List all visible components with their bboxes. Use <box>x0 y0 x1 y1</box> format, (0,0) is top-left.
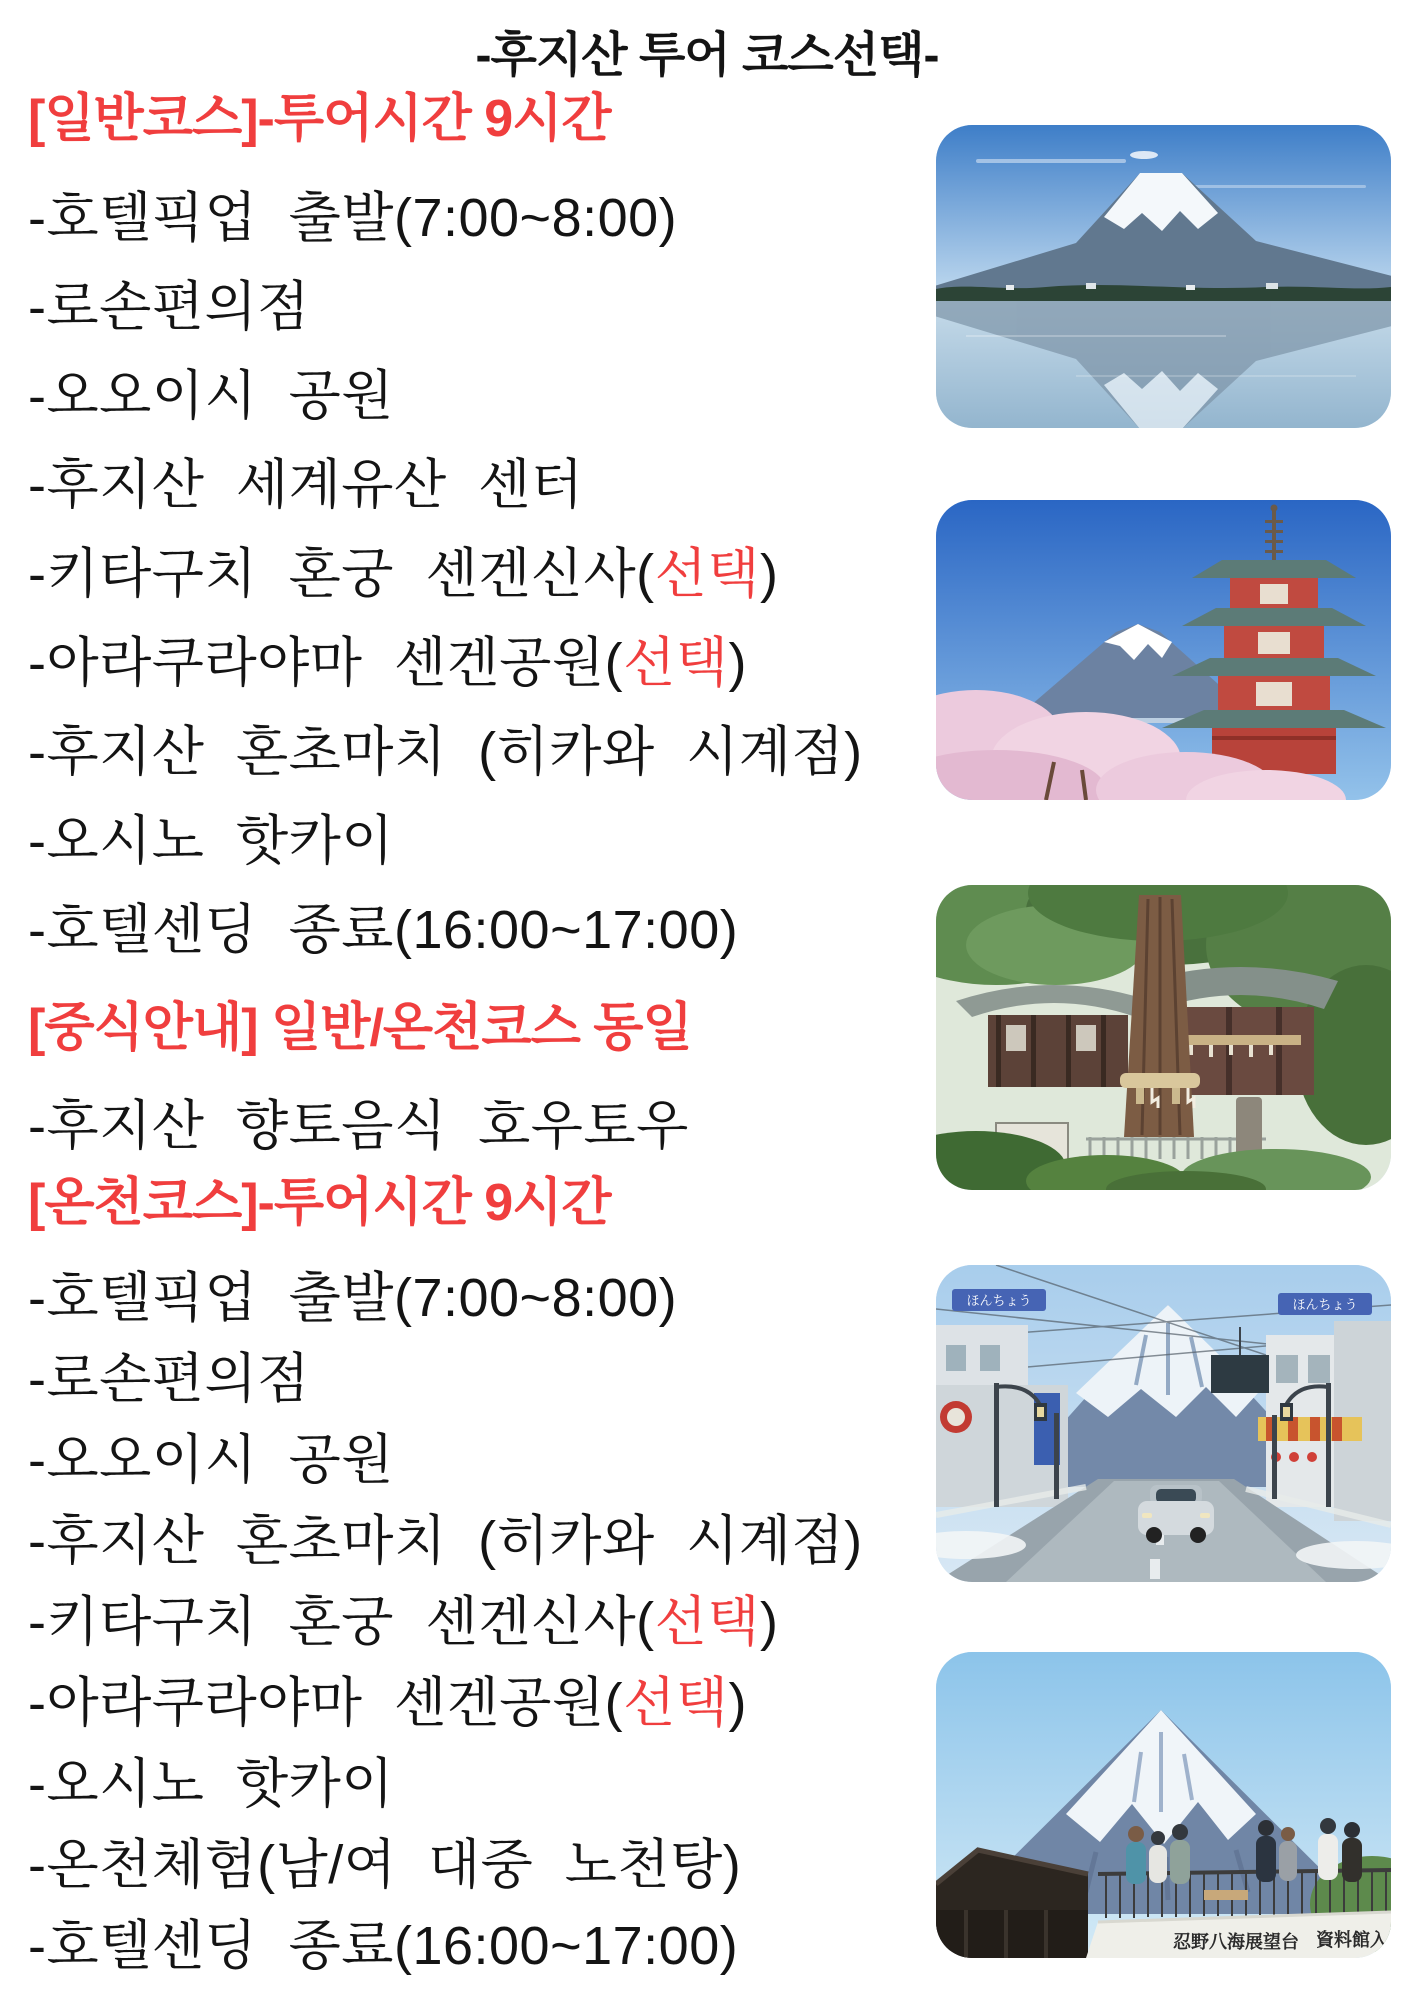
course-item-text: -호텔센딩 종료(16:00~17:00) <box>28 900 739 960</box>
course-item <box>28 1083 938 1169</box>
course-item <box>28 174 938 263</box>
course-item-text: -아라쿠라야마 센겐공원( <box>28 633 624 693</box>
honcho-banner-left <box>952 1289 1046 1311</box>
shrine-illustration <box>936 885 1391 1190</box>
course-item <box>28 1825 938 1906</box>
course-item-text: -아라쿠라야마 센겐공원( <box>28 1673 624 1733</box>
course-item <box>28 1501 938 1582</box>
course-item-text: -로손편의점 <box>28 277 310 337</box>
course-item-text: ) <box>759 1592 779 1652</box>
course-item-text: ) <box>759 544 779 604</box>
course-item-text: ) <box>728 1673 747 1733</box>
course-item-text: -키타구치 혼궁 센겐신사( <box>28 1592 655 1652</box>
section-header-lunch-info: [중식안내] 일반/온천코스 동일 <box>28 999 692 1057</box>
optional-tag: 선택 <box>654 1592 760 1652</box>
pagoda-illustration <box>936 500 1391 800</box>
fuji-lake-illustration <box>936 125 1391 428</box>
section-header-onsen-course: [온천코스]-투어시간 9시간 <box>28 1174 611 1232</box>
museum-sign-text: 資料館入 <box>1316 1930 1388 1950</box>
course-item <box>28 1420 938 1501</box>
street-illustration <box>936 1265 1391 1582</box>
course-item-text: -후지산 혼초마치 (히카와 시계점) <box>28 722 863 782</box>
deck-sign-text: 忍野八海展望台 <box>1173 1932 1299 1952</box>
course-item-text: -후지산 혼초마치 (히카와 시계점) <box>28 1511 863 1571</box>
photo-fuji-lake-reflection <box>936 125 1391 428</box>
course-item-text: -오시노 핫카이 <box>28 811 394 871</box>
section-lunch-info <box>28 995 938 1169</box>
course-item <box>28 530 938 619</box>
honcho-banner-right <box>1278 1293 1372 1315</box>
course-item <box>28 1258 938 1339</box>
section-header-general-course: [일반코스]-투어시간 9시간 <box>28 90 611 148</box>
course-item-text: -오오이시 공원 <box>28 1430 394 1490</box>
observation-deck-illustration <box>936 1652 1391 1958</box>
course-item <box>28 708 938 797</box>
section-onsen-course <box>28 1170 938 1987</box>
course-item <box>28 619 938 708</box>
photo-chureito-pagoda <box>936 500 1391 800</box>
course-item <box>28 352 938 441</box>
course-item-text: -오오이시 공원 <box>28 366 394 426</box>
course-item <box>28 886 938 975</box>
section-general-course <box>28 86 938 975</box>
course-item <box>28 263 938 352</box>
course-item <box>28 1744 938 1825</box>
course-item-text: -호텔픽업 출발(7:00~8:00) <box>28 188 678 248</box>
course-item <box>28 1582 938 1663</box>
course-item-text: -후지산 향토음식 호우토우 <box>28 1096 689 1156</box>
photo-honcho-street <box>936 1265 1391 1582</box>
course-item-text: -온천체험(남/여 대중 노천탕) <box>28 1835 742 1895</box>
course-item <box>28 441 938 530</box>
optional-tag: 선택 <box>623 1673 729 1733</box>
course-item-text: -호텔센딩 종료(16:00~17:00) <box>28 1916 739 1976</box>
banner-text: ほんちょう <box>1292 1297 1358 1312</box>
course-item <box>28 1339 938 1420</box>
course-item-text: -오시노 핫카이 <box>28 1754 394 1814</box>
course-item-text: -키타구치 혼궁 센겐신사( <box>28 544 655 604</box>
banner-text: ほんちょう <box>966 1293 1032 1308</box>
course-item <box>28 797 938 886</box>
course-item <box>28 1906 938 1987</box>
photo-sengen-shrine-cedar <box>936 885 1391 1190</box>
optional-tag: 선택 <box>623 633 729 693</box>
course-item-text: ) <box>728 633 747 693</box>
course-item-text: -후지산 세계유산 센터 <box>28 455 584 515</box>
course-item <box>28 1663 938 1744</box>
course-item-text: -로손편의점 <box>28 1349 310 1409</box>
course-item-text: -호텔픽업 출발(7:00~8:00) <box>28 1268 678 1328</box>
page-title: -후지산 투어 코스선택- <box>475 29 939 82</box>
photo-oshino-hakkai-deck <box>936 1652 1391 1958</box>
optional-tag: 선택 <box>654 544 760 604</box>
